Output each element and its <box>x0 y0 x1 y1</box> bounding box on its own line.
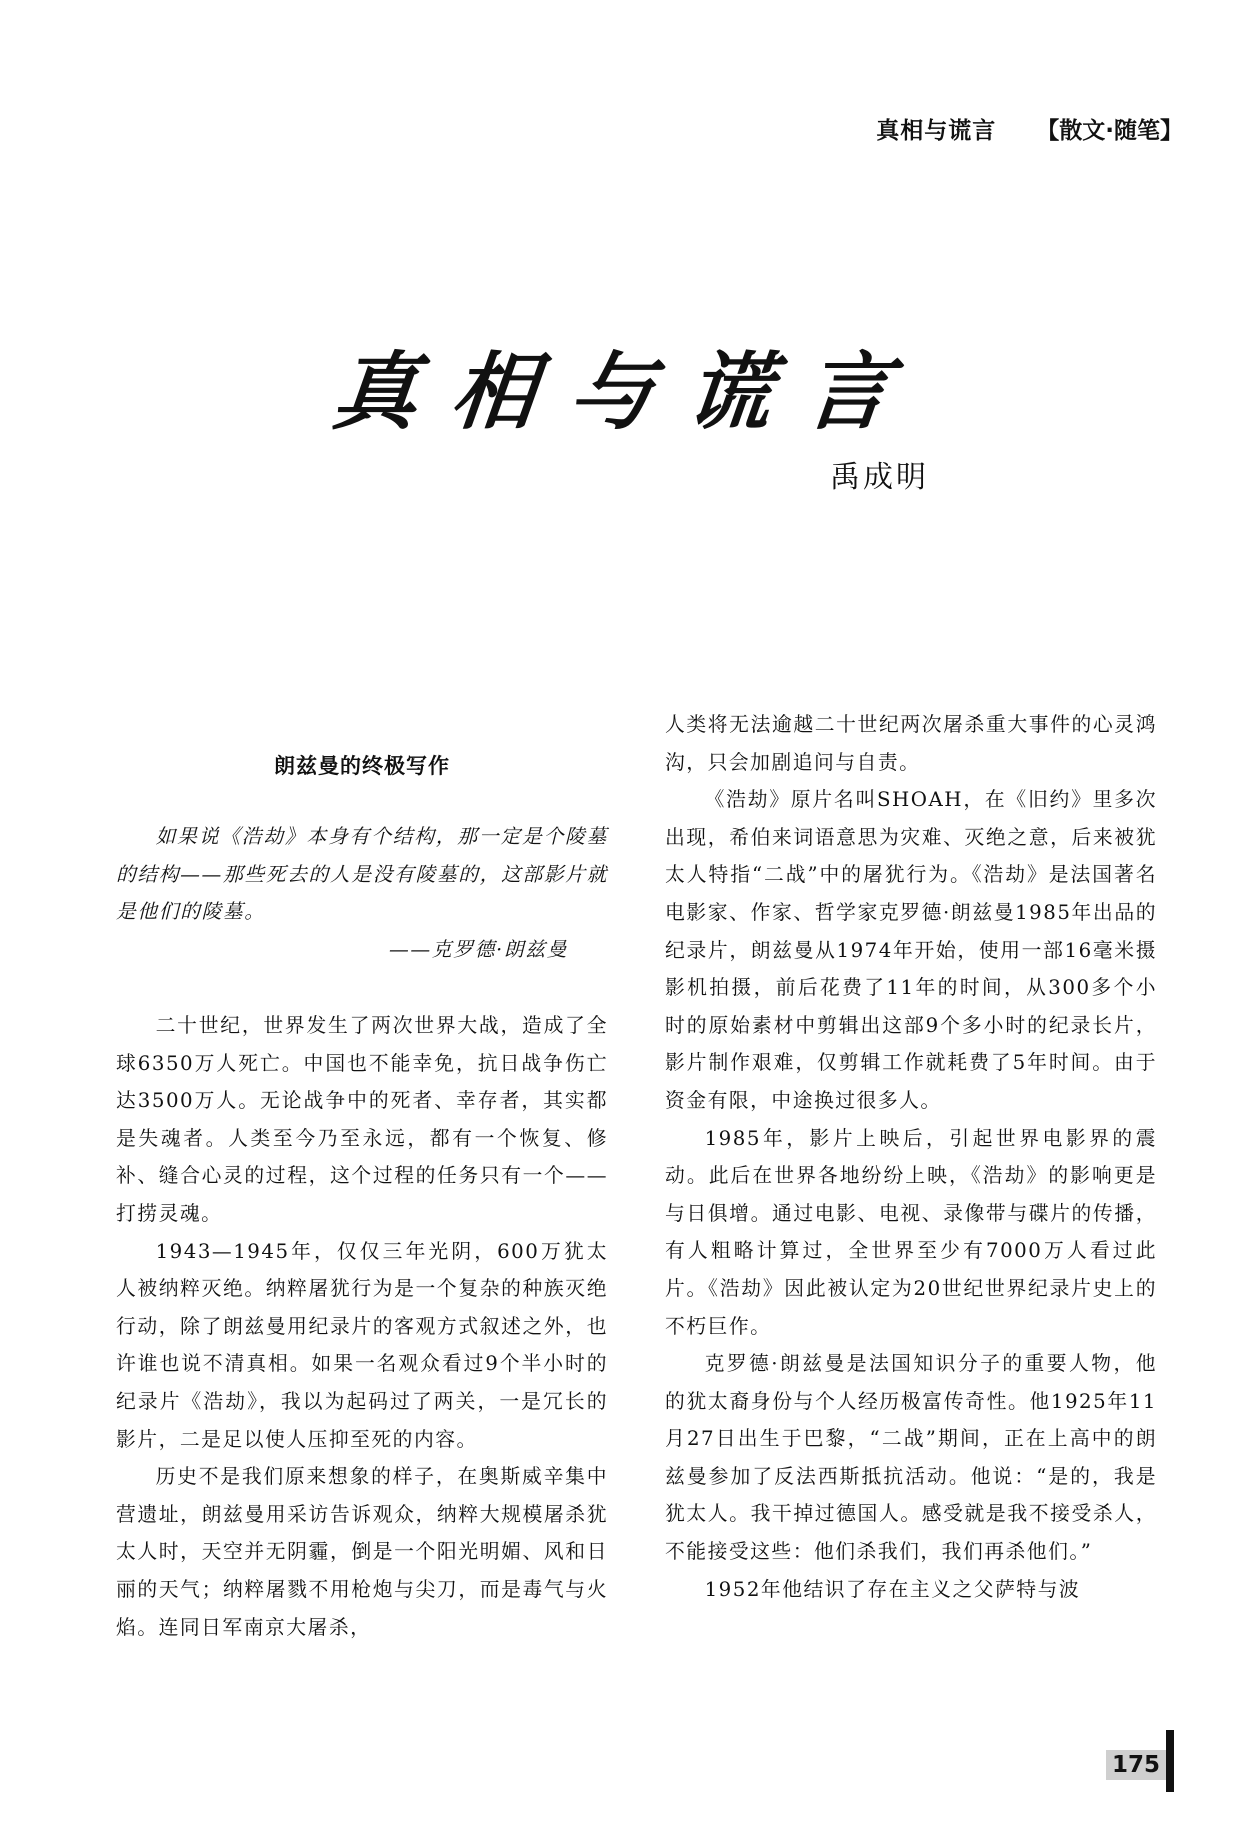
page-number: 175 <box>1106 1750 1166 1780</box>
paragraph: 1985年，影片上映后，引起世界电影界的震动。此后在世界各地纷纷上映，《浩劫》的影响更是与日俱增。通过电影、电视、录像带与碟片的传播，有人粗略计算过，全世界至少有7000万人看过此片。《浩劫》因此被认定为20世纪世界纪录片史上的不朽巨作。 <box>665 1126 1157 1338</box>
left-column <box>116 1007 608 1646</box>
epigraph-attribution: ——克罗德·朗兹曼 <box>389 937 568 961</box>
epigraph-text: 如果说《浩劫》本身有个结构，那一定是个陵墓的结构——那些死去的人是没有陵墓的，这部影片就是他们的陵墓。 <box>116 825 608 924</box>
paragraph: 历史不是我们原来想象的样子，在奥斯威辛集中营遗址，朗兹曼用采访告诉观众，纳粹大规模屠杀犹太人时，天空并无阴霾，倒是一个阳光明媚、风和日丽的天气；纳粹屠戮不用枪炮与尖刀，而是毒气与火焰。连同日军南京大屠杀， <box>116 1465 608 1639</box>
running-header <box>876 112 1183 145</box>
paragraph: 克罗德·朗兹曼是法国知识分子的重要人物，他的犹太裔身份与个人经历极富传奇性。他1925年11月27日出生于巴黎，“二战”期间，正在上高中的朗兹曼参加了反法西斯抵抗活动。他说：“是的，我是犹太人。我干掉过德国人。感受就是我不接受杀人，不能接受这些：他们杀我们，我们再杀他们。” <box>665 1352 1157 1564</box>
paragraph: 人类将无法逾越二十世纪两次屠杀重大事件的心灵鸿沟，只会加剧追问与自责。 <box>665 713 1157 774</box>
paragraph: 《浩劫》原片名叫SHOAH，在《旧约》里多次出现，希伯来词语意思为灾难、灭绝之意，后来被犹太人特指“二战”中的屠犹行为。《浩劫》是法国著名电影家、作家、哲学家克罗德·朗兹曼1985年出品的纪录片，朗兹曼从1974年开始，使用一部16毫米摄影机拍摄，前后花费了11年的时间，从300多个小时的原始素材中剪辑出这部9个多小时的纪录长片，影片制作艰难，仅剪辑工作就耗费了5年时间。由于资金有限，中途换过很多人。 <box>665 788 1157 1112</box>
paragraph: 1952年他结识了存在主义之父萨特与波 <box>704 1577 1081 1601</box>
right-column <box>665 706 1157 1608</box>
page-edge-bar <box>1166 1730 1174 1792</box>
running-title: 真相与谎言 <box>876 118 997 144</box>
paragraph: 二十世纪，世界发生了两次世界大战，造成了全球6350万人死亡。中国也不能幸免，抗日战争伤亡达3500万人。无论战争中的死者、幸存者，其实都是失魂者。人类至今乃至永远，都有一个恢复、修补、缝合心灵的过程，这个过程的任务只有一个——打捞灵魂。 <box>116 1014 608 1225</box>
epigraph <box>116 818 608 968</box>
author-name: 禹成明 <box>830 460 929 495</box>
section-heading: 朗兹曼的终极写作 <box>274 754 450 778</box>
paragraph: 1943—1945年，仅仅三年光阴，600万犹太人被纳粹灭绝。纳粹屠犹行为是一个复杂的种族灭绝行动，除了朗兹曼用纪录片的客观方式叙述之外，也许谁也说不清真相。如果一名观众看过9个半小时的纪录片《浩劫》，我以为起码过了两关，一是冗长的影片，二是足以使人压抑至死的内容。 <box>116 1239 608 1451</box>
section-tag: 【散文·随笔】 <box>1036 118 1183 144</box>
article-title: 真相与谎言 <box>328 342 930 441</box>
